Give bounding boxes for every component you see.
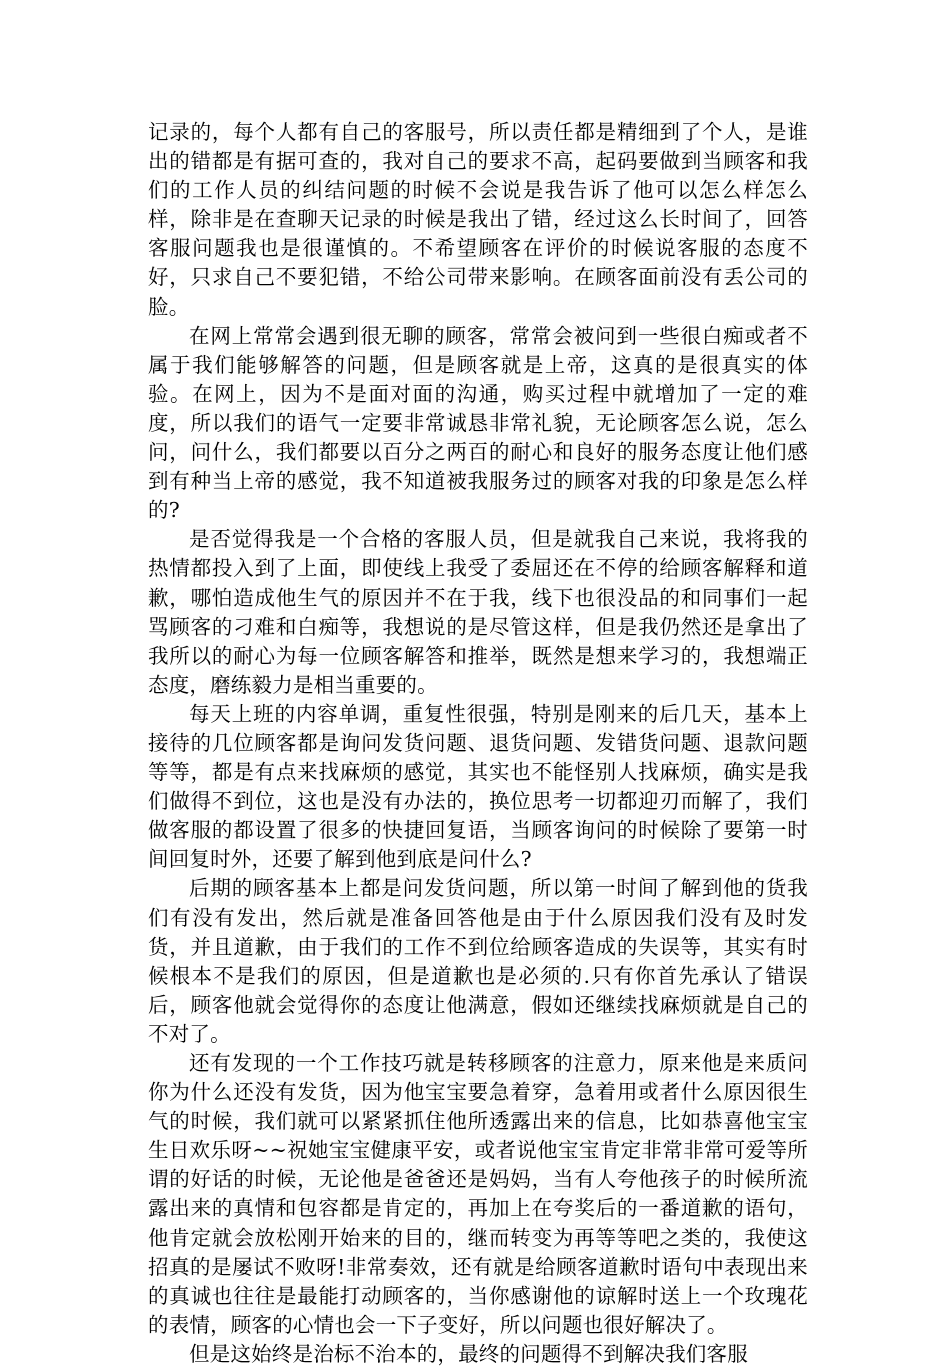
paragraph-4: 每天上班的内容单调，重复性很强，特别是刚来的后几天，基本上接待的几位顾客都是询问发货问题、退货问题、发错货问题、退款问题等等，都是有点来找麻烦的感觉，其实也不能怪别人找麻烦，确实是我们做得不到位，这也是没有办法的，换位思考一切都迎刃而解了，我们做客服的都设置了很多的快捷回复语，当顾客询问的时候除了要第一时间回复时外，还要了解到他到底是问什么? [148,701,808,872]
document-body [148,118,808,1369]
paragraph-6: 还有发现的一个工作技巧就是转移顾客的注意力，原来他是来质问你为什么还没有发货，因为他宝宝要急着穿，急着用或者什么原因很生气的时候，我们就可以紧紧抓住他所透露出来的信息，比如恭喜他宝宝生日欢乐呀~~祝她宝宝健康平安，或者说他宝宝肯定非常非常可爱等所谓的好话的时候，无论他是爸爸还是妈妈，当有人夸他孩子的时候所流露出来的真情和包容都是肯定的，再加上在夸奖后的一番道歉的语句，他肯定就会放松刚开始来的目的，继而转变为再等等吧之类的，我使这招真的是屡试不败呀!非常奏效，还有就是给顾客道歉时语句中表现出来的真诚也往往是最能打动顾客的，当你感谢他的谅解时送上一个玫瑰花的表情，顾客的心情也会一下子变好，所以问题也很好解决了。 [148,1051,808,1337]
paragraph-1: 记录的，每个人都有自己的客服号，所以责任都是精细到了个人，是谁出的错都是有据可查的，我对自己的要求不高，起码要做到当顾客和我们的工作人员的纠结问题的时候不会说是我告诉了他可以怎么样怎么样，除非是在查聊天记录的时候是我出了错，经过这么长时间了，回答客服问题我也是很谨慎的。不希望顾客在评价的时候说客服的态度不好，只求自己不要犯错，不给公司带来影响。在顾客面前没有丢公司的脸。 [148,120,808,319]
paragraph-2: 在网上常常会遇到很无聊的顾客，常常会被问到一些很白痴或者不属于我们能够解答的问题，但是顾客就是上帝，这真的是很真实的体验。在网上，因为不是面对面的沟通，购买过程中就增加了一定的难度，所以我们的语气一定要非常诚恳非常礼貌，无论顾客怎么说，怎么问，问什么，我们都要以百分之两百的耐心和良好的服务态度让他们感到有种当上帝的感觉，我不知道被我服务过的顾客对我的印象是怎么样的? [148,323,808,523]
paragraph-5: 后期的顾客基本上都是问发货问题，所以第一时间了解到他的货我们有没有发出，然后就是准备回答他是由于什么原因我们没有及时发货，并且道歉，由于我们的工作不到位给顾客造成的失误等，其实有时候根本不是我们的原因，但是道歉也是必须的.只有你首先承认了错误后，顾客他就会觉得你的态度让他满意，假如还继续找麻烦就是自己的不对了。 [148,876,808,1046]
paragraph-7: 但是这始终是治标不治本的，最终的问题得不到解决我们客服 [189,1341,748,1366]
paragraph-3: 是否觉得我是一个合格的客服人员，但是就我自己来说，我将我的热情都投入到了上面，即使线上我受了委屈还在不停的给顾客解释和道歉，哪怕造成他生气的原因并不在于我，线下也很没品的和同事们一起骂顾客的刁难和白痴等，我想说的是尽管这样，但是我仍然还是拿出了我所以的耐心为每一位顾客解答和推举，既然是想来学习的，我想端正态度，磨练毅力是相当重要的。 [148,527,808,697]
